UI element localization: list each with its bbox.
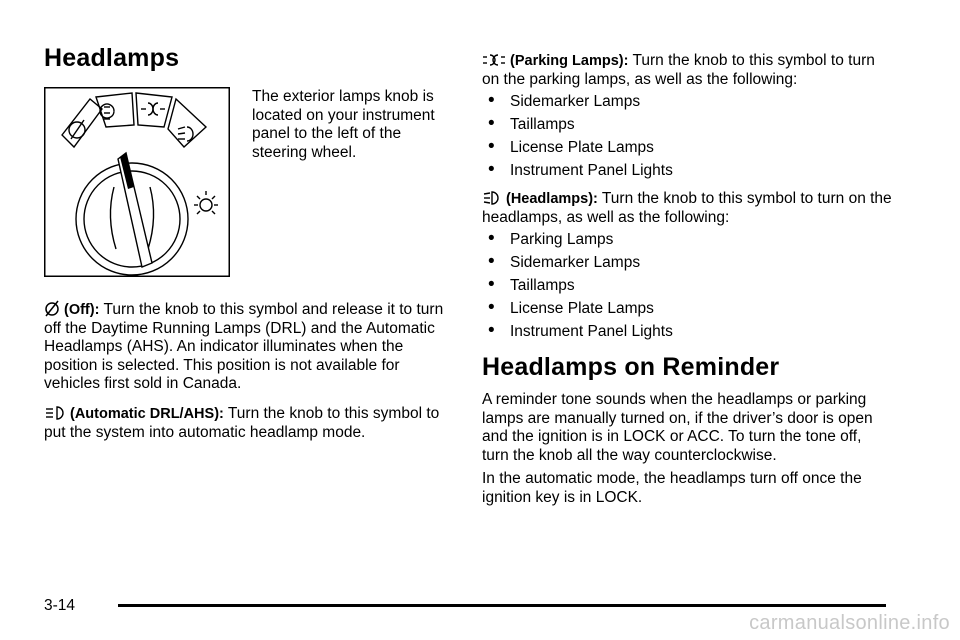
exterior-lamps-knob-illustration (44, 87, 230, 277)
list-item: • Taillamps (482, 277, 673, 300)
off-label: (Off): (64, 302, 100, 318)
headlamps-description (482, 190, 892, 227)
headlamp-icon (482, 190, 502, 206)
reminder-paragraph-1: A reminder tone sounds when the headlamps or parking lamps are manually turned on, if the driver’s door is open and the ignition is in LOCK or ACC. To turn the tone off, turn the knob all the way counterclockwise. (482, 391, 873, 464)
headlamps-label: (Headlamps): (506, 191, 598, 207)
watermark: carmanualsonline.info (749, 612, 950, 634)
intro-paragraph: The exterior lamps knob is located on your instrument panel to the left of the steering wheel. (252, 88, 435, 161)
list-item: • License Plate Lamps (482, 139, 673, 162)
off-text: Turn the knob to this symbol and release it to turn off the Daytime Running Lamps (DRL) and the Automatic Headlamps (AHS). An indicator illuminates when the position is selected. This position is not available for vehicles first sold in Canada. (44, 301, 444, 392)
auto-label: (Automatic DRL/AHS): (70, 406, 224, 422)
headlamps-items-list (482, 231, 673, 346)
list-item: • Instrument Panel Lights (482, 162, 673, 185)
list-item: • Sidemarker Lamps (482, 254, 673, 277)
headlamps-text: Turn the knob to this symbol to turn on the headlamps, as well as the following: (482, 190, 892, 226)
off-description (44, 299, 444, 394)
parking-items-list (482, 93, 673, 185)
list-item: • Sidemarker Lamps (482, 93, 673, 116)
parking-label: (Parking Lamps): (510, 53, 629, 69)
parking-description (482, 52, 892, 89)
auto-description (44, 405, 444, 442)
parking-lamps-icon (482, 52, 506, 68)
reminder-paragraph-2: In the automatic mode, the headlamps turn off once the ignition key is in LOCK. (482, 470, 862, 506)
list-item: • Taillamps (482, 116, 673, 139)
list-item: • Instrument Panel Lights (482, 323, 673, 346)
list-item: • Parking Lamps (482, 231, 673, 254)
page-title: Headlamps (44, 44, 180, 72)
auto-headlamp-icon (44, 405, 66, 421)
footer-divider (118, 604, 886, 607)
auto-text: Turn the knob to this symbol to put the system into automatic headlamp mode. (44, 405, 440, 441)
off-symbol-icon (44, 299, 60, 317)
page-number: 3-14 (44, 597, 76, 614)
parking-text: Turn the knob to this symbol to turn on the parking lamps, as well as the following: (482, 52, 875, 88)
section-heading-reminder: Headlamps on Reminder (482, 353, 780, 381)
list-item: • License Plate Lamps (482, 300, 673, 323)
